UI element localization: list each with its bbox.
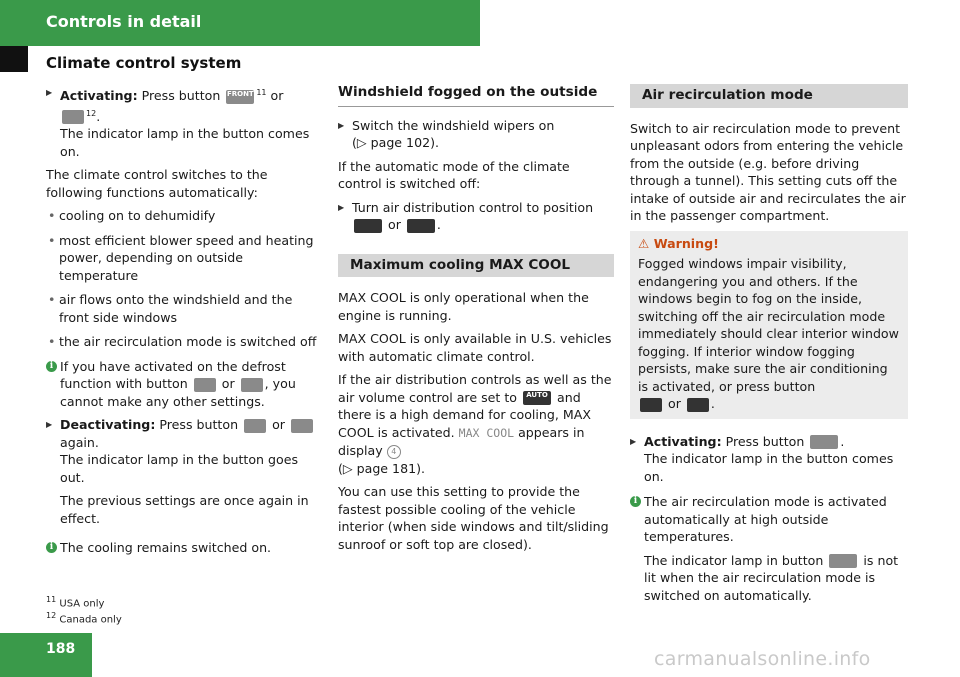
auto-mode-text: If the automatic mode of the climate control is switched off:	[338, 158, 570, 191]
info-continuation: The indicator lamp in button is not lit when the air recirculation mode is switched on automatically.	[644, 552, 899, 603]
callout-number: 4	[387, 445, 401, 459]
list-item: • most efficient blower speed and heating power, depending on outside temperature	[46, 232, 324, 285]
defrost-button-icon	[291, 419, 313, 433]
footnote: $^{12}$ Canada only	[46, 611, 122, 626]
paragraph: MAX COOL is only operational when the engine is running.	[338, 290, 589, 323]
list-item: • air flows onto the windshield and the front side windows	[46, 291, 324, 326]
activating-step: ▶ Activating: Press button FRONT $^{11}$ or $^{12}$. The indicator lamp in the button comes on.	[46, 84, 324, 160]
watermark: carmanualsonline.info	[654, 648, 871, 670]
display-text: MAX COOL	[458, 425, 515, 440]
list-item: • the air recirculation mode is switched off	[46, 333, 324, 351]
intro-text: Switch to air recirculation mode to prevent unpleasant odors from entering the vehicle from the outside (e.g. before driving through a tunnel). This setting cuts off the intake of outside air and recirculates the air in the passenger compartment.	[630, 120, 906, 223]
info-note: i The cooling remains switched on.	[46, 539, 324, 557]
recirculation-button-icon	[810, 435, 838, 449]
page-number: 188	[46, 641, 76, 657]
front-defrost-button-icon	[244, 419, 266, 433]
info-note: i If you have activated on the defrost function with button or , you cannot make any other settings.	[46, 358, 324, 411]
section-title: Controls in detail	[46, 12, 202, 31]
warning-triangle-icon: ⚠	[638, 235, 650, 251]
windshield-footwell-airflow-icon	[407, 219, 435, 233]
front-defrost-button-icon: FRONT	[226, 90, 254, 104]
paragraph: If the air distribution controls as well as the air volume control are set to AUTO and there is a high demand for cooling, MAX COOL is activated. MAX COOL appears in display 4 (▷ page 181).	[338, 372, 612, 476]
header-accent	[0, 46, 28, 72]
info-icon: i	[46, 361, 57, 372]
front-defrost-button-icon	[194, 378, 216, 392]
column-left	[46, 84, 324, 563]
page-subtitle: Climate control system	[46, 54, 242, 72]
intro-text: The climate control switches to the following functions automatically:	[46, 167, 268, 200]
section-heading-box: Air recirculation mode	[630, 84, 908, 108]
windshield-airflow-icon	[354, 219, 382, 233]
list-item: • cooling on to dehumidify	[46, 207, 324, 225]
paragraph: MAX COOL is only available in U.S. vehicles with automatic climate control.	[338, 331, 612, 364]
auto-button-icon: AUTO	[523, 391, 551, 405]
recirculation-button-icon	[829, 554, 857, 568]
section-heading: Windshield fogged on the outside	[338, 84, 614, 107]
column-right	[630, 84, 908, 610]
info-icon: i	[630, 496, 641, 507]
paragraph: You can use this setting to provide the fastest possible cooling of the vehicle interior (when side windows and tilt/sliding sunroof or soft top are closed).	[338, 484, 609, 552]
defrost-button-icon	[640, 398, 662, 412]
page-number-box	[0, 633, 92, 677]
air-distribution-step: ▶ Turn air distribution control to position or .	[338, 199, 614, 234]
front-defrost-button-icon	[687, 398, 709, 412]
warning-box: ⚠ Warning! Fogged windows impair visibility, endangering you and others. If the windows begin to fog on the inside, switching off the air recirculation mode immediately should clear interior window fogging. If interior window fogging persists, make sure the air conditioning is activated, or press button or .	[630, 231, 908, 419]
footnote: $^{11}$ USA only	[46, 595, 105, 610]
deactivating-step: ▶ Deactivating: Press button or again. The indicator lamp in the button goes out.	[46, 416, 324, 486]
defrost-button-icon	[62, 110, 84, 124]
warning-title: ⚠ Warning!	[638, 235, 719, 251]
section-header-bar	[0, 0, 480, 46]
activating-step: ▶ Activating: Press button . The indicator lamp in the button comes on.	[630, 433, 908, 486]
info-note: i The air recirculation mode is activated automatically at high outside temperatures.	[630, 493, 908, 546]
section-heading-box: Maximum cooling MAX COOL	[338, 254, 614, 278]
wiper-step: ▶ Switch the windshield wipers on (▷ page 102).	[338, 117, 614, 152]
info-icon: i	[46, 542, 57, 553]
previous-settings-text: The previous settings are once again in effect.	[60, 493, 309, 526]
column-middle	[338, 84, 614, 559]
defrost-button-icon	[241, 378, 263, 392]
